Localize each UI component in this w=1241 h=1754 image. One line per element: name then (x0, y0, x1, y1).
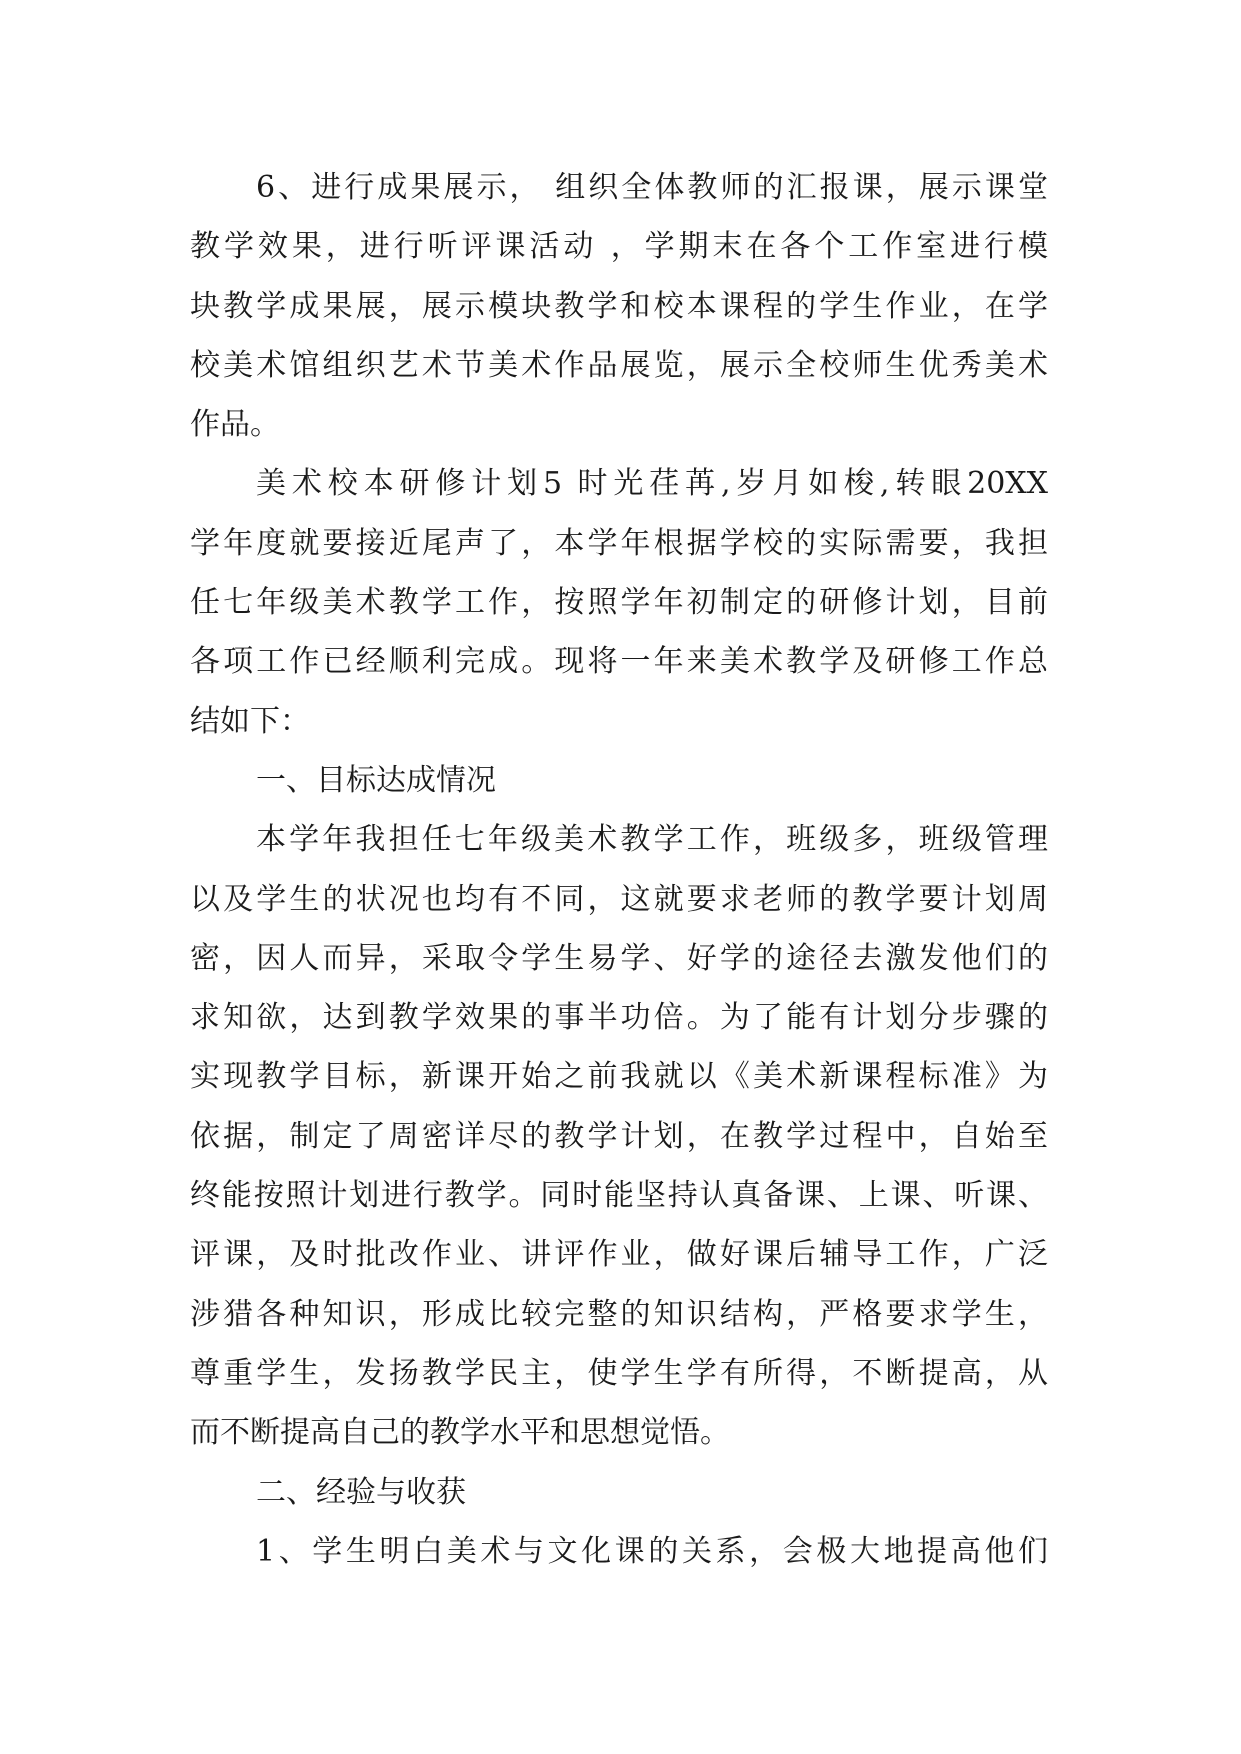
text-line: 二、经验与收获 (256, 1474, 466, 1510)
text-line: 本学年我担任七年级美术教学工作，班级多，班级管理 (256, 822, 1048, 858)
text-line: 实现教学目标，新课开始之前我就以《美术新课程标准》为 (190, 1059, 1048, 1095)
text-line: 终能按照计划进行教学。同时能坚持认真备课、上课、听课、 (190, 1178, 1048, 1214)
text-line: 作品。 (190, 407, 280, 443)
text-line: 涉猎各种知识，形成比较完整的知识结构，严格要求学生， (190, 1296, 1048, 1332)
text-line: 结如下： (190, 703, 310, 739)
text-line: 密，因人而异，采取令学生易学、好学的途径去激发他们的 (190, 940, 1048, 976)
text-line: 一、目标达成情况 (256, 762, 496, 798)
text-line: 学年度就要接近尾声了，本学年根据学校的实际需要，我担 (190, 525, 1048, 561)
text-line: 教学效果，进行听评课活动 ，学期末在各个工作室进行模 (190, 229, 1048, 265)
text-line: 任七年级美术教学工作，按照学年初制定的研修计划，目前 (190, 585, 1048, 621)
text-line: 校美术馆组织艺术节美术作品展览，展示全校师生优秀美术 (190, 347, 1048, 383)
text-line: 求知欲，达到教学效果的事半功倍。为了能有计划分步骤的 (190, 1000, 1048, 1036)
text-line: 1、学生明白美术与文化课的关系，会极大地提高他们 (256, 1533, 1048, 1569)
text-line: 美术校本研修计划5 时光荏苒,岁月如梭,转眼20XX (256, 466, 1048, 502)
text-line: 评课，及时批改作业、讲评作业，做好课后辅导工作，广泛 (190, 1237, 1048, 1273)
text-line: 块教学成果展，展示模块教学和校本课程的学生作业，在学 (190, 288, 1048, 324)
text-line: 而不断提高自己的教学水平和思想觉悟。 (190, 1415, 730, 1451)
text-line: 尊重学生，发扬教学民主，使学生学有所得，不断提高，从 (190, 1355, 1048, 1391)
text-line: 各项工作已经顺利完成。现将一年来美术教学及研修工作总 (190, 644, 1048, 680)
text-line: 6、进行成果展示， 组织全体教师的汇报课，展示课堂 (256, 170, 1048, 205)
document-body (190, 158, 1048, 1581)
text-line: 以及学生的状况也均有不同，这就要求老师的教学要计划周 (190, 881, 1048, 917)
text-line: 依据，制定了周密详尽的教学计划，在教学过程中，自始至 (190, 1118, 1048, 1154)
